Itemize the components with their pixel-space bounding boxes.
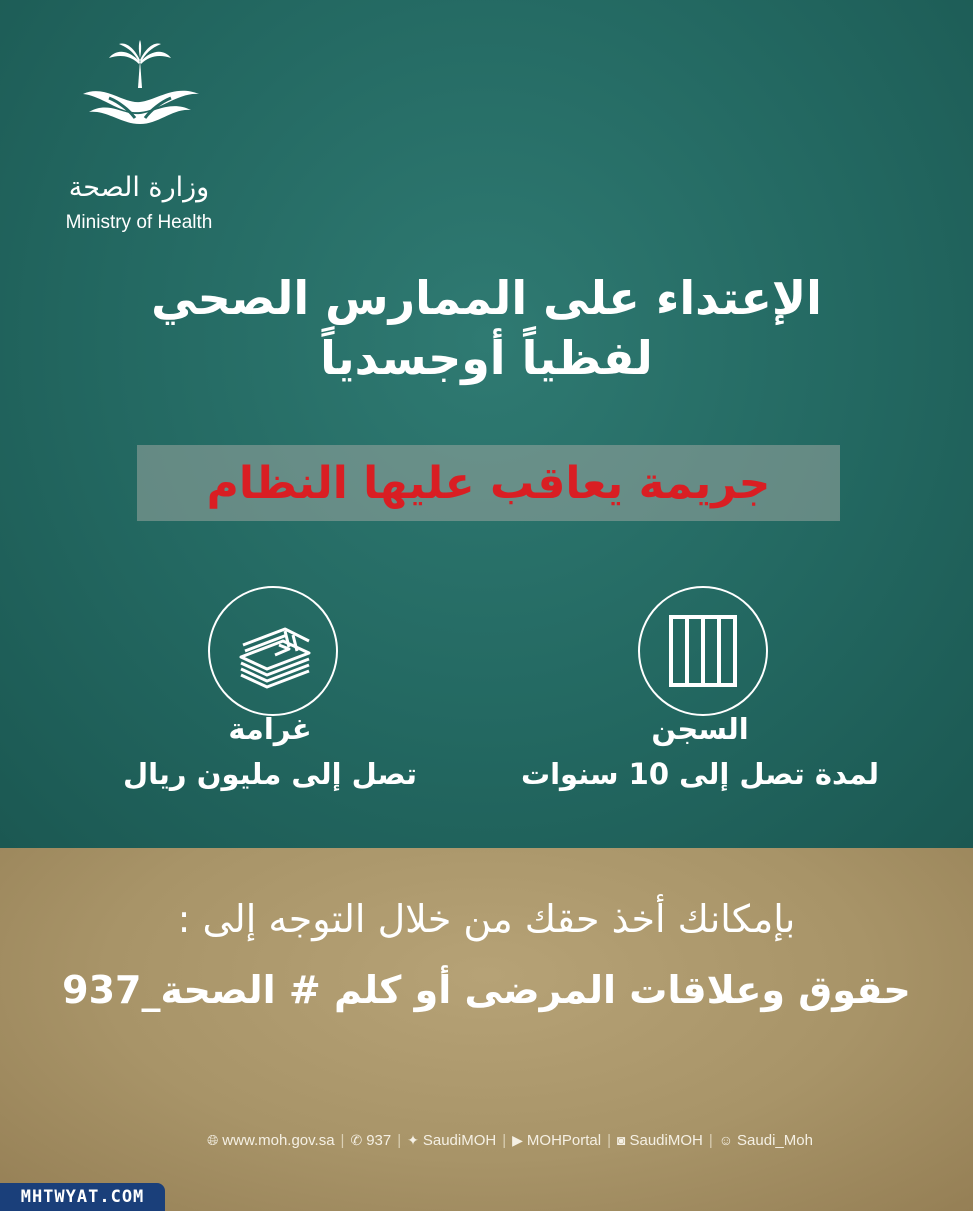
footer-divider: | — [502, 1131, 507, 1149]
youtube-icon: ▶ — [512, 1131, 523, 1148]
footer-divider: | — [607, 1131, 611, 1149]
instagram-icon: ◙ — [617, 1132, 626, 1148]
prison-bars-icon — [653, 601, 753, 701]
footer-twitter[interactable] — [407, 1132, 496, 1149]
instagram-text: SaudiMOH — [629, 1131, 703, 1149]
twitter-text: SaudiMOH — [422, 1131, 497, 1149]
globe-icon: 🌐︎ — [207, 1131, 219, 1148]
fine-circle — [208, 586, 338, 716]
footer-divider: | — [708, 1131, 713, 1149]
fine-detail: تصل إلى مليون ريال — [122, 757, 417, 791]
money-stack-icon — [223, 601, 323, 701]
website-text: www.moh.gov.sa — [222, 1131, 335, 1149]
twitter-icon: ✦ — [407, 1131, 419, 1148]
footer-snapchat[interactable] — [719, 1132, 813, 1149]
logo-arabic-name: وزارة الصحة — [68, 172, 210, 203]
moh-logo — [50, 40, 240, 233]
moh-emblem-icon — [75, 40, 205, 130]
footer-instagram[interactable] — [617, 1132, 703, 1149]
guidance-line-1: بإمكانك أخذ حقك من خلال التوجه إلى : — [177, 897, 796, 941]
footer-youtube[interactable] — [512, 1132, 601, 1149]
fine-title: غرامة — [228, 712, 312, 746]
snapchat-icon: ☺ — [718, 1132, 734, 1148]
snapchat-text: Saudi_Moh — [737, 1131, 813, 1149]
logo-english-name: Ministry of Health — [65, 212, 213, 233]
footer-divider: | — [397, 1131, 402, 1149]
prison-circle — [638, 586, 768, 716]
footer-divider: | — [340, 1131, 345, 1149]
watermark-badge: MHTWYAT.COM — [0, 1183, 165, 1211]
headline-line-2: لفظياً أوجسدياً — [320, 331, 653, 385]
prison-title: السجن — [651, 712, 749, 746]
banner-text: جريمة يعاقب عليها النظام — [206, 458, 771, 509]
guidance-line-2: حقوق وعلاقات المرضى أو كلم # الصحة_937 — [62, 968, 911, 1012]
prison-detail: لمدة تصل إلى 10 سنوات — [520, 757, 880, 791]
headline-line-1: الإعتداء على الممارس الصحي — [151, 271, 822, 325]
footer-phone[interactable] — [350, 1132, 391, 1149]
footer-links — [150, 1128, 870, 1152]
phone-icon: ✆ — [350, 1131, 363, 1148]
phone-text: 937 — [366, 1131, 392, 1149]
youtube-text: MOHPortal — [526, 1131, 602, 1149]
footer-website[interactable] — [207, 1132, 334, 1149]
